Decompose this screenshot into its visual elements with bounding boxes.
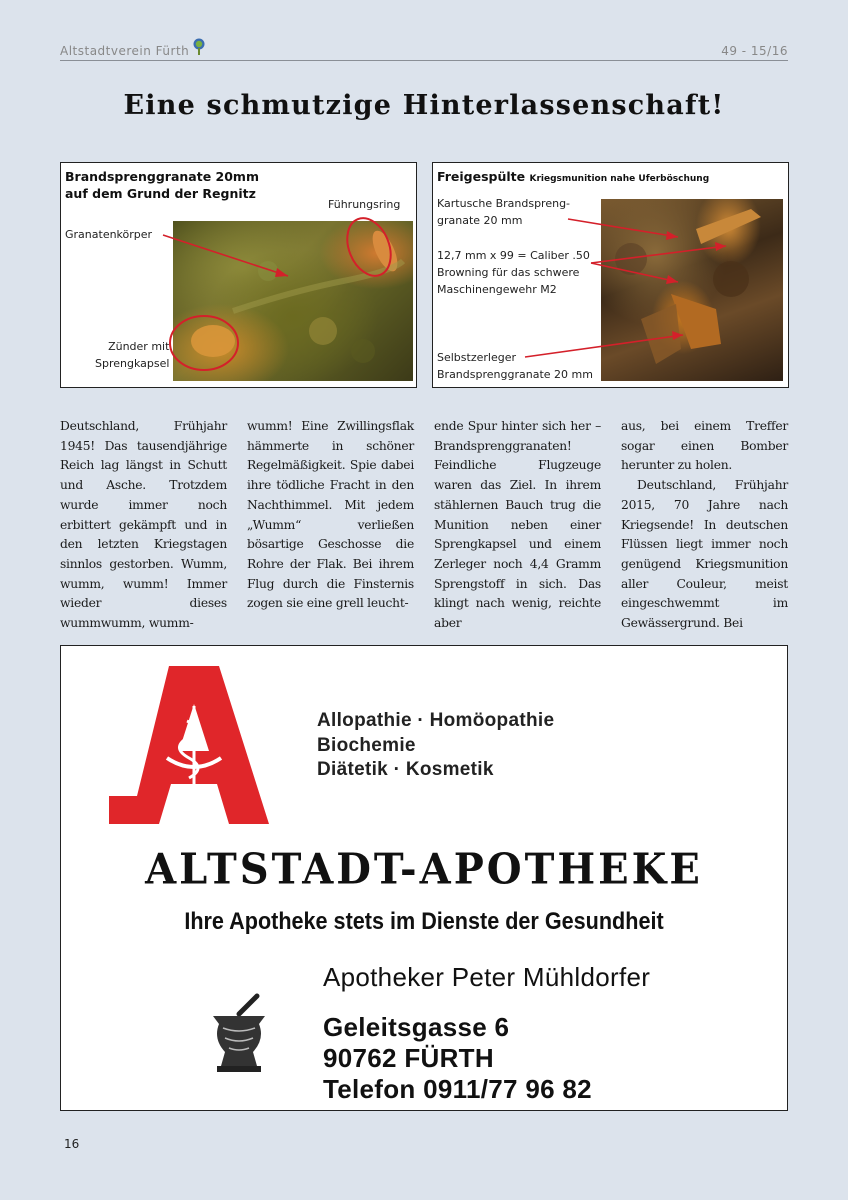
mortar-pestle-icon [209,994,269,1074]
arrowhead-selbstzerleger [672,331,683,340]
label-fuehrungsring: Führungsring [328,198,401,211]
arrow-kartusche [568,219,678,237]
label-selbstzerleger-line1: Selbstzerleger [437,351,516,364]
arrowhead-caliber-1 [715,242,726,251]
ad-pharmacist: Apotheker Peter Mühldorfer [323,962,651,992]
photo1-annotations [61,163,416,387]
label-zuender-line1: Zünder mit [108,340,170,353]
circle-fuze [170,316,238,370]
tree-logo-icon [192,38,206,56]
label-granatenkoerper: Granatenkörper [65,228,153,241]
ad-city: 90762 FÜRTH [323,1043,494,1073]
arrowhead-kartusche [666,231,678,240]
article-column-2: wumm! Eine Zwillingsflak hämmerte in schöner Regelmäßigkeit. Spie dabei ihre tödliche Fracht in den Nachthimmel. Mit jedem „Wumm“ verließen bösartige Geschosse die Rohre der Flak. Bei ihrem Flug durch die Finsternis zogen sie eine grell leucht- [247,419,414,611]
label-caliber-line2: Browning für das schwere [437,266,580,279]
photo-box-grenade [60,162,417,388]
article-column-3: ende Spur hinter sich her – Brandsprenggranaten! Feindliche Flugzeuge waren das Ziel. In ihrem stählernen Bauch trug die Munition neben einer Sprengkapsel und einem Zerleger noch 4,4 Gramm Sprengstoff in sich. Das klingt nach wenig, reichte aber [434,419,601,631]
photo1-caption-line2: auf dem Grund der Regnitz [65,186,256,201]
ad-phone: Telefon 0911/77 96 82 [323,1074,592,1104]
circle-ring [339,212,399,283]
ad-street: Geleitsgasse 6 [323,1012,510,1042]
page-number: 16 [64,1137,80,1151]
label-caliber-line3: Maschinengewehr M2 [437,283,557,296]
ad-services-line-2: Biochemie [317,735,416,756]
photo2-caption-small: Kriegsmunition nahe Uferböschung [529,174,710,184]
article-column-4-paragraph-1: aus, bei einem Treffer sogar einen Bomber herunter zu holen. [621,419,788,473]
arrow-caliber-2 [591,263,678,282]
photo-box-munition [432,162,789,388]
arrow-body [163,235,288,276]
photo1-caption-line1: Brandsprenggranate 20mm [65,169,259,184]
arrowhead-body [275,268,288,277]
ad-services-line-1: Allopathie · Homöopathie [317,710,555,731]
header-publication: Altstadtverein Fürth [60,44,190,58]
article-column-4-paragraph-2: Deutschland, Frühjahr 2015, 70 Jahre nach Kriegsende! In deutschen Flüssen liegt immer noch genügend Kriegsmunition aller Couleur, meist eingeschwemmt im Gewässergrund. Bei [621,478,788,631]
arrow-caliber-1 [591,246,726,263]
label-caliber-line1: 12,7 mm x 99 = Caliber .50 [437,249,590,262]
label-kartusche-line2: granate 20 mm [437,214,523,227]
label-kartusche-line1: Kartusche Brandspreng- [437,197,571,210]
pharmacy-advertisement [60,645,788,1111]
photo2-annotations [433,163,788,387]
header-issue: 49 - 15/16 [721,44,788,58]
ad-pharmacy-name: ALTSTADT-APOTHEKE [145,844,703,895]
label-zuender-line2: Sprengkapsel [95,357,170,370]
article-column-1: Deutschland, Frühjahr 1945! Das tausendjährige Reich lag längst in Schutt und Asche. Trotzdem wurde immer noch erbittert gekämpft und in den letzten Kriegstagen sinnlos gestorben. Wumm, wumm, wumm! Immer wieder dieses wummwumm, wumm- [60,419,227,631]
arrowhead-caliber-2 [666,275,678,284]
article-column-4 [621,417,788,634]
ad-services-line-3: Diätetik · Kosmetik [317,759,494,780]
apotheke-a-logo-icon [109,666,269,836]
page-title: Eine schmutzige Hinterlassenschaft! [123,90,725,121]
photo2-caption-bold: Freigespülte [437,169,526,184]
arrow-selbstzerleger [525,335,683,357]
ad-slogan: Ihre Apotheke stets im Dienste der Gesundheit [184,908,664,935]
header-rule [60,60,788,61]
article-body [60,417,788,631]
label-selbstzerleger-line2: Brandsprenggranate 20 mm [437,368,593,381]
